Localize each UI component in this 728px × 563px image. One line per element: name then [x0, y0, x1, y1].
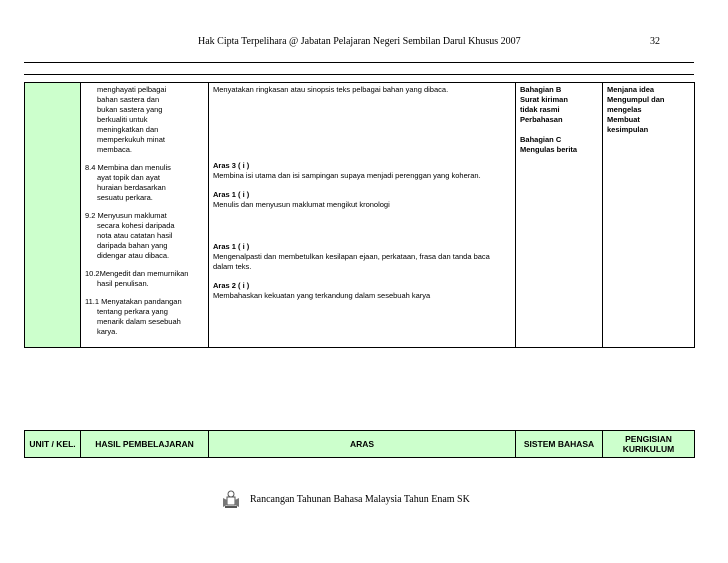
footer-title: Rancangan Tahunan Bahasa Malaysia Tahun Enam SK — [250, 493, 470, 505]
aras-item: Aras 2 ( i ) Membahaskan kekuatan yang terkandung dalam sesebuah karya — [213, 281, 431, 300]
aras-item: Menyatakan ringkasan atau sinopsis teks pelbagai bahan yang dibaca. — [213, 85, 449, 94]
hasil-item: 10.2Mengedit dan memurnikan hasil penulisan. — [85, 269, 189, 288]
page-footer — [220, 488, 470, 510]
hasil-item: 9.2 Menyusun maklumat secara kohesi daripada nota atau catatan hasil daripada bahan yang didengar atau dibaca. — [85, 211, 175, 260]
aras-item: Aras 1 ( i ) Mengenalpasti dan membetulkan kesilapan ejaan, perkataan, frasa dan tanda baca dalam teks. — [213, 242, 490, 271]
page-number: 32 — [650, 36, 660, 47]
column-header-table — [24, 430, 695, 458]
unit-cell — [25, 83, 81, 348]
header-rule — [24, 62, 694, 63]
hasil-cell — [81, 83, 209, 348]
curriculum-table — [24, 82, 695, 348]
col-header-hasil: HASIL PEMBELAJARAN — [81, 431, 209, 458]
malaysia-crest-icon — [220, 488, 242, 510]
hasil-item: 11.1 Menyatakan pandangan tentang perkara yang menarik dalam sesebuah karya. — [85, 297, 182, 336]
col-header-pengisian: PENGISIAN KURIKULUM — [603, 431, 695, 458]
page-header: Hak Cipta Terpelihara @ Jabatan Pelajaran Negeri Sembilan Darul Khusus 2007 — [198, 36, 521, 47]
hasil-item: menghayati pelbagai bahan sastera dan bukan sastera yang berkualiti untuk meningkatkan dan memperkukuh minat membaca. — [97, 85, 167, 154]
aras-item: Aras 3 ( i ) Membina isi utama dan isi sampingan supaya menjadi perenggan yang koheran. — [213, 161, 481, 180]
sistem-cell: Bahagian B Surat kiriman tidak rasmi Perbahasan Bahagian C Mengulas berita — [516, 83, 603, 348]
col-header-sistem: SISTEM BAHASA — [516, 431, 603, 458]
pengisian-cell: Menjana idea Mengumpul dan mengelas Membuat kesimpulan — [603, 83, 695, 348]
aras-cell — [209, 83, 516, 348]
col-header-aras: ARAS — [209, 431, 516, 458]
hasil-item: 8.4 Membina dan menulis ayat topik dan ayat huraian berdasarkan sesuatu perkara. — [85, 163, 171, 202]
header-rule-2 — [24, 74, 694, 75]
aras-item: Aras 1 ( i ) Menulis dan menyusun maklumat mengikut kronologi — [213, 190, 390, 209]
col-header-unit: UNIT / KEL. — [25, 431, 81, 458]
